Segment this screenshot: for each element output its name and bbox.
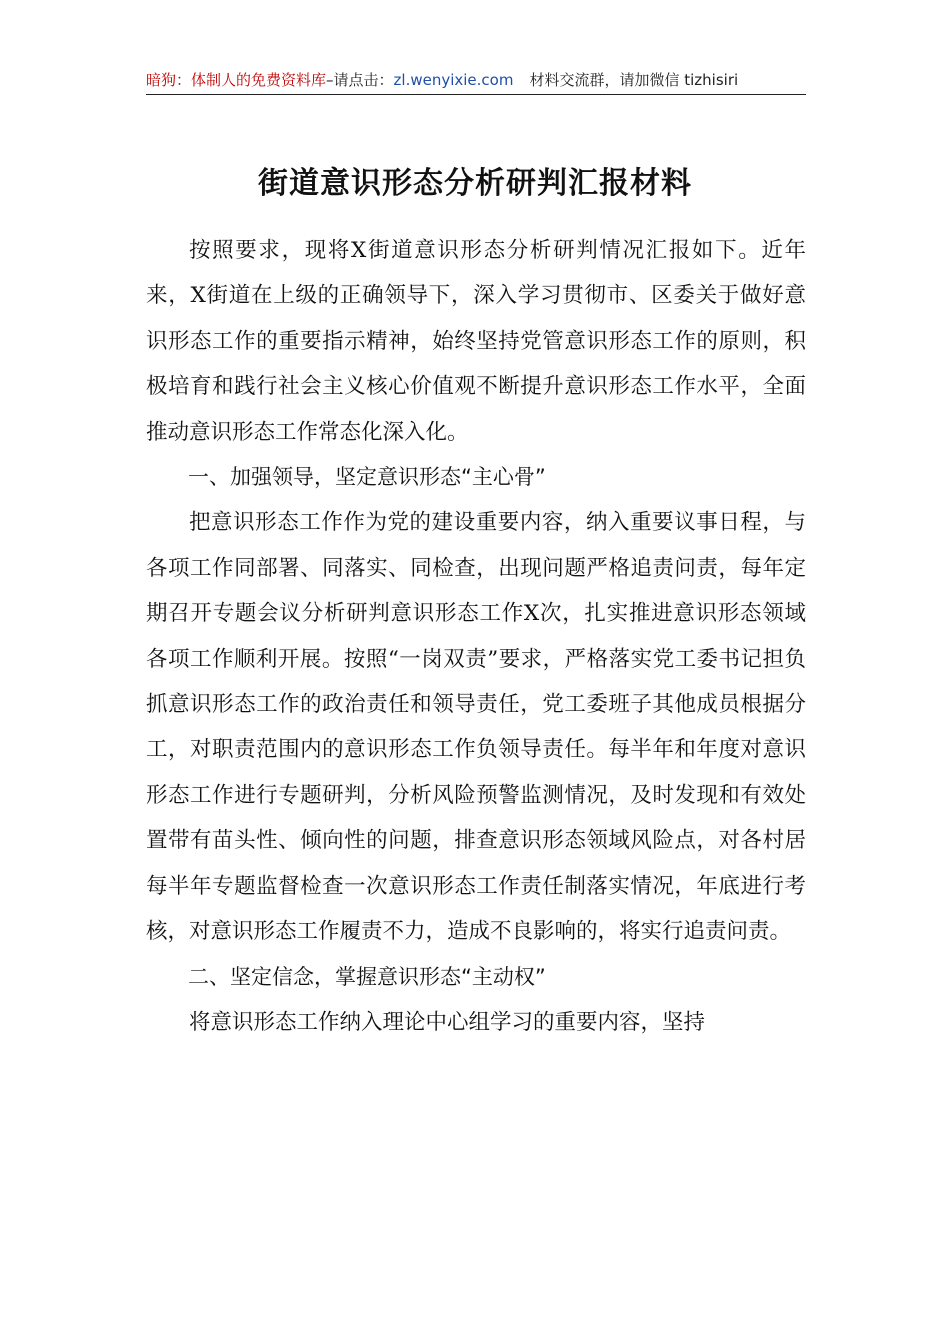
- section-2-heading: 二、坚定信念，掌握意识形态“主动权”: [188, 964, 546, 989]
- document-body: [146, 228, 806, 1045]
- header-prompt: –请点击：: [326, 71, 394, 89]
- document-title: 街道意识形态分析研判汇报材料: [258, 166, 692, 201]
- intro-paragraph: 按照要求，现将X街道意识形态分析研判情况汇报如下。近年来，X街道在上级的正确领导下，深入学习贯彻市、区委关于做好意识形态工作的重要指示精神，始终坚持党管意识形态工作的原则，积极培育和践行社会主义核心价值观不断提升意识形态工作水平，全面推动意识形态工作常态化深入化。: [146, 238, 806, 445]
- section-1-paragraph: 把意识形态工作作为党的建设重要内容，纳入重要议事日程，与各项工作同部署、同落实、同检查，出现问题严格追责问责，每年定期召开专题会议分析研判意识形态工作X次，扎实推进意识形态领域各项工作顺利开展。按照“一岗双责”要求，严格落实党工委书记担负抓意识形态工作的政治责任和领导责任，党工委班子其他成员根据分工，对职责范围内的意识形态工作负领导责任。每半年和年度对意识形态工作进行专题研判，分析风险预警监测情况，及时发现和有效处置带有苗头性、倾向性的问题，排查意识形态领域风险点，对各村居每半年专题监督检查一次意识形态工作责任制落实情况，年底进行考核，对意识形态工作履责不力，造成不良影响的，将实行追责问责。: [146, 510, 806, 945]
- section-2-paragraph: 将意识形态工作纳入理论中心组学习的重要内容，坚持: [189, 1009, 706, 1035]
- header-url-link[interactable]: zl.wenyixie.com: [393, 71, 514, 89]
- page-header: [146, 66, 806, 95]
- header-brand: 暗狗：体制人的免费资料库: [146, 71, 327, 89]
- section-1-heading: 一、加强领导，坚定意识形态“主心骨”: [188, 465, 546, 490]
- header-contact: 材料交流群，请加微信 tizhisiri: [529, 71, 739, 89]
